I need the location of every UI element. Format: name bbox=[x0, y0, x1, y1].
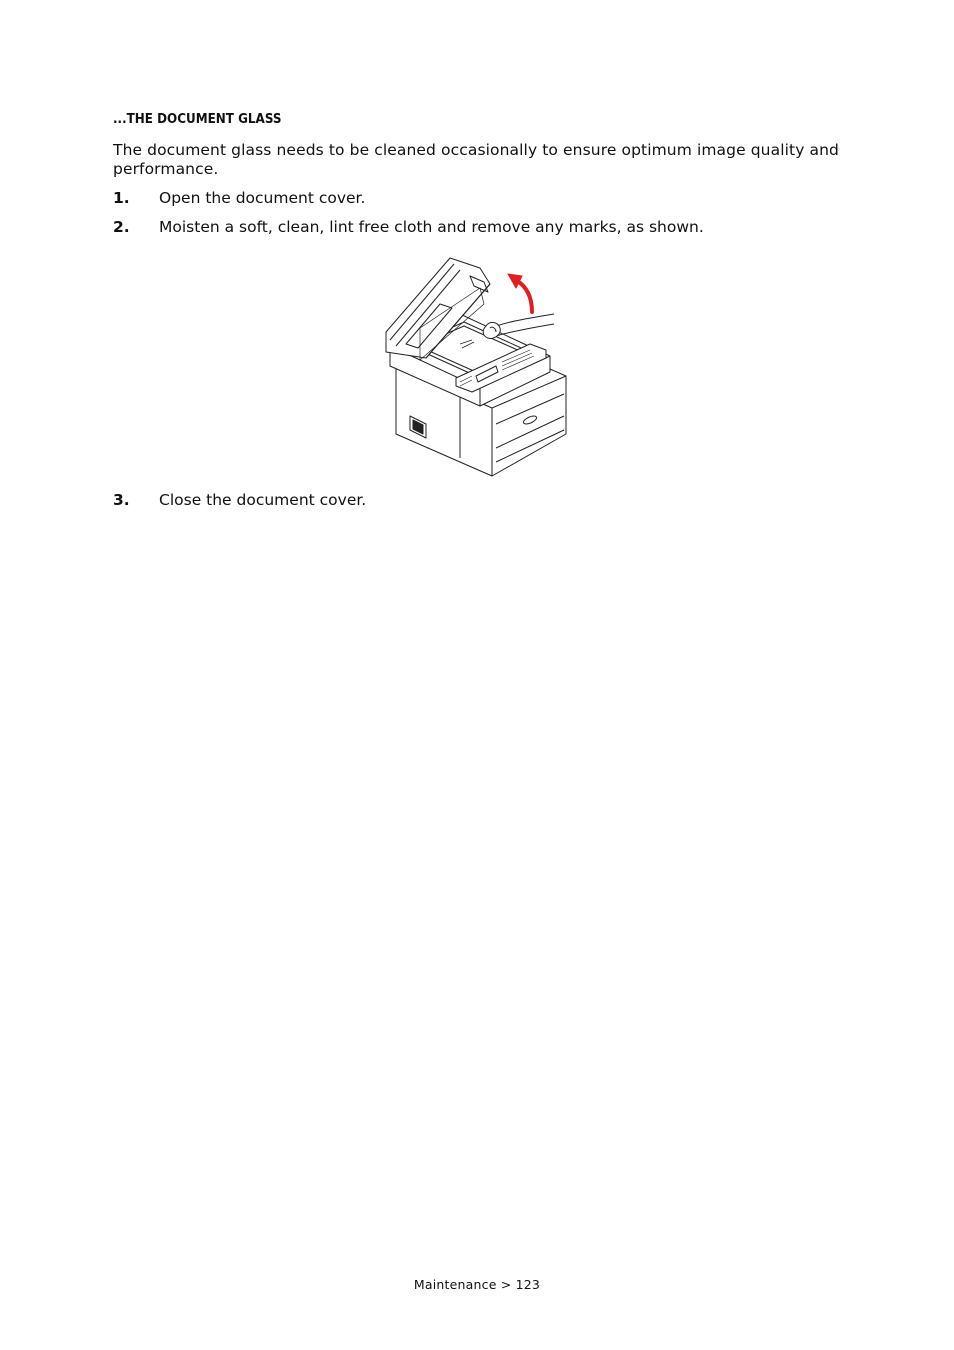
step-item bbox=[113, 491, 366, 510]
step-text: Moisten a soft, clean, lint free cloth and remove any marks, as shown. bbox=[159, 218, 704, 236]
step-text: Open the document cover. bbox=[159, 189, 366, 207]
step-item bbox=[113, 218, 704, 237]
step-number: 2. bbox=[113, 218, 130, 236]
page-footer: Maintenance > 123 bbox=[413, 1277, 541, 1292]
step-text: Close the document cover. bbox=[159, 491, 367, 509]
step-number: 1. bbox=[113, 189, 130, 207]
section-heading: ...THE DOCUMENT GLASS bbox=[113, 112, 282, 127]
step-number: 3. bbox=[113, 491, 130, 509]
printer-cleaning-illustration-icon bbox=[380, 248, 570, 478]
intro-paragraph: The document glass needs to be cleaned occasionally to ensure optimum image quality and performance. bbox=[113, 141, 839, 178]
step-item bbox=[113, 189, 365, 208]
